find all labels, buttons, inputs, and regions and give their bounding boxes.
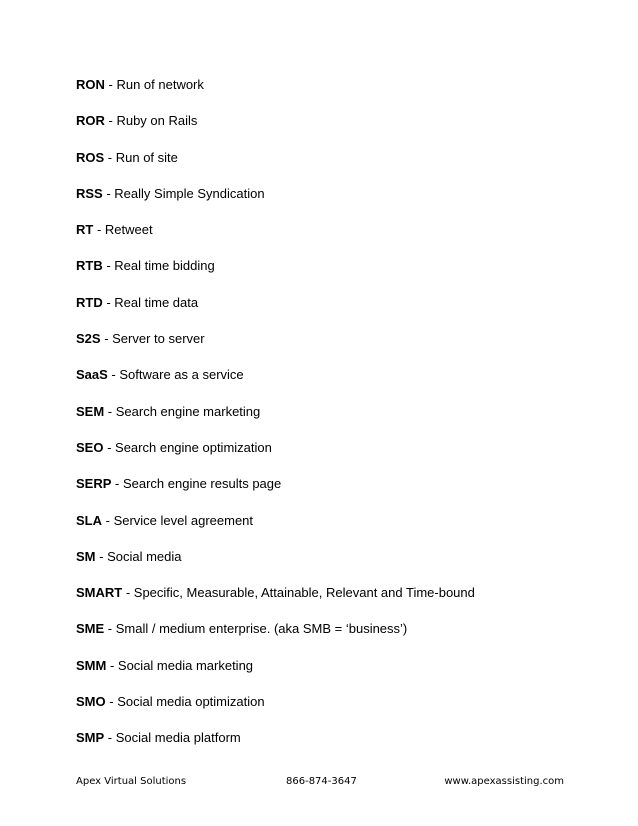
separator: - — [104, 403, 116, 419]
glossary-entry — [76, 367, 616, 403]
glossary-definition: Search engine optimization — [115, 439, 272, 455]
glossary-entry — [76, 77, 616, 113]
glossary-definition: Social media optimization — [117, 694, 265, 710]
separator: - — [93, 222, 105, 238]
separator: - — [104, 149, 116, 165]
glossary-entry — [76, 186, 616, 222]
glossary-entry — [76, 476, 616, 512]
glossary-entry — [76, 258, 616, 294]
glossary-term: SLA — [76, 512, 102, 528]
glossary-definition: Social media marketing — [117, 657, 254, 673]
separator: - — [102, 294, 115, 310]
footer-company: Apex Virtual Solutions — [76, 776, 187, 787]
glossary-term: SMP — [76, 730, 105, 746]
glossary-definition: Retweet — [104, 222, 153, 238]
glossary-entry — [76, 404, 616, 440]
glossary-definition: Really Simple Syndication — [114, 185, 265, 201]
glossary-definition: Run of network — [116, 77, 204, 92]
glossary-term: RON — [76, 77, 105, 92]
separator: - — [104, 730, 116, 746]
separator: - — [122, 585, 134, 601]
glossary-definition: Specific, Measurable, Attainable, Relevant and Time-bound — [133, 585, 475, 601]
glossary-definition: Search engine results page — [122, 476, 282, 492]
glossary-entry — [76, 440, 616, 476]
glossary-term: RTD — [76, 294, 103, 310]
separator: - — [104, 621, 116, 637]
separator: - — [100, 331, 113, 347]
glossary-term: SMART — [76, 585, 123, 601]
glossary-term: RT — [76, 222, 94, 238]
separator: - — [95, 548, 108, 564]
glossary-definition: Real time data — [114, 294, 199, 310]
glossary-definition: Service level agreement — [113, 512, 254, 528]
glossary-term: SMM — [76, 657, 107, 673]
footer-website: www.apexassisting.com — [444, 776, 564, 787]
glossary-term: ROS — [76, 149, 105, 165]
glossary-list — [76, 77, 616, 767]
glossary-definition: Search engine marketing — [115, 403, 261, 419]
glossary-term: RSS — [76, 185, 103, 201]
glossary-entry — [76, 513, 616, 549]
glossary-term: SM — [76, 548, 96, 564]
glossary-term: RTB — [76, 258, 103, 274]
separator: - — [104, 77, 117, 92]
glossary-term: S2S — [76, 331, 101, 347]
separator: - — [111, 476, 123, 492]
glossary-definition: Social media platform — [115, 730, 241, 746]
glossary-entry — [76, 331, 616, 367]
glossary-definition: Software as a service — [119, 367, 244, 383]
glossary-entry — [76, 222, 616, 258]
separator: - — [102, 185, 115, 201]
separator: - — [105, 694, 118, 710]
glossary-term: SMO — [76, 694, 106, 710]
glossary-definition: Run of site — [115, 149, 178, 165]
glossary-term: SERP — [76, 476, 112, 492]
glossary-entry — [76, 658, 616, 694]
glossary-definition: Small / medium enterprise. (aka SMB = ‘business’) — [115, 621, 408, 637]
glossary-entry — [76, 150, 616, 186]
separator: - — [102, 512, 114, 528]
glossary-term: SME — [76, 621, 105, 637]
glossary-entry — [76, 621, 616, 657]
glossary-entry — [76, 549, 616, 585]
glossary-entry — [76, 585, 616, 621]
glossary-entry — [76, 730, 616, 766]
footer-phone: 866-874-3647 — [286, 776, 357, 787]
glossary-entry — [76, 113, 616, 149]
glossary-definition: Ruby on Rails — [116, 113, 198, 129]
glossary-entry — [76, 295, 616, 331]
separator: - — [103, 439, 116, 455]
page-footer — [76, 774, 564, 790]
separator: - — [107, 367, 120, 383]
separator: - — [102, 258, 115, 274]
glossary-definition: Social media — [107, 548, 182, 564]
glossary-term: SEM — [76, 403, 105, 419]
glossary-term: SaaS — [76, 367, 108, 383]
glossary-term: SEO — [76, 439, 104, 455]
glossary-definition: Real time bidding — [114, 258, 215, 274]
glossary-term: ROR — [76, 113, 105, 129]
separator: - — [104, 113, 117, 129]
glossary-entry — [76, 694, 616, 730]
glossary-definition: Server to server — [112, 331, 205, 347]
separator: - — [106, 657, 118, 673]
